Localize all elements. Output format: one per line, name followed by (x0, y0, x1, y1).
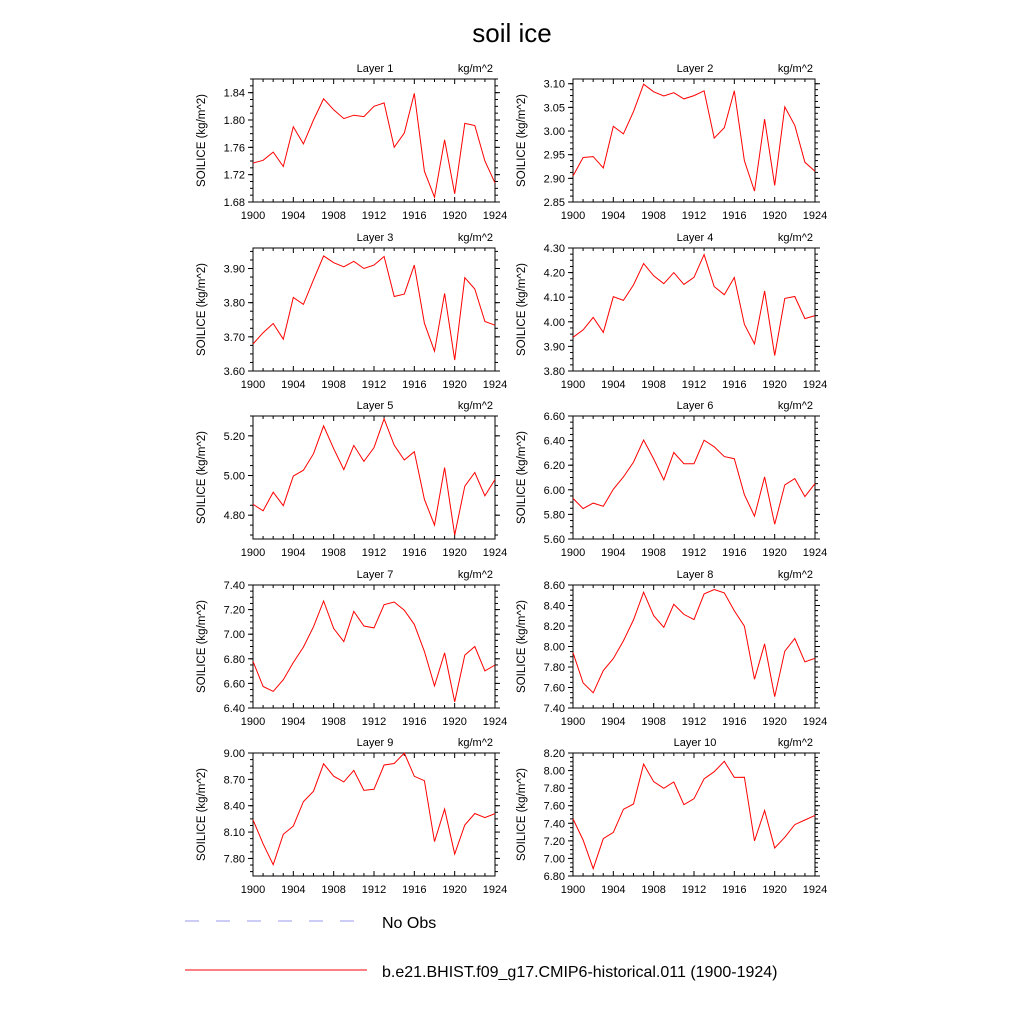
y-tick-label: 2.90 (543, 173, 565, 186)
panel-layer-3 (196, 232, 507, 391)
x-tick-label: 1924 (482, 210, 508, 222)
y-tick-label: 3.90 (223, 263, 245, 276)
y-tick-label: 3.05 (543, 102, 565, 115)
x-tick-label: 1912 (681, 379, 707, 391)
y-tick-label: 3.60 (223, 366, 245, 378)
y-tick-label: 3.80 (223, 297, 245, 310)
x-tick-label: 1920 (762, 547, 787, 559)
y-axis-label: SOILICE (kg/m^2) (196, 94, 208, 187)
y-axis-label: SOILICE (kg/m^2) (516, 263, 528, 356)
plot-frame (253, 585, 495, 708)
y-tick-label: 8.00 (543, 641, 565, 654)
series-line (573, 590, 815, 697)
y-tick-label: 5.80 (543, 509, 565, 522)
y-tick-label: 7.40 (543, 703, 565, 715)
y-tick-label: 8.40 (223, 800, 245, 813)
x-tick-label: 1920 (442, 716, 467, 728)
legend (185, 915, 777, 981)
y-tick-label: 7.00 (223, 629, 245, 642)
x-tick-label: 1924 (802, 547, 828, 559)
x-tick-label: 1920 (762, 716, 787, 728)
panel-grid (196, 63, 827, 896)
panel-layer-9 (196, 737, 507, 896)
series-line (573, 255, 815, 356)
panel-layer-8 (516, 569, 827, 728)
x-tick-label: 1916 (722, 210, 747, 222)
x-tick-label: 1904 (281, 547, 306, 559)
x-tick-label: 1900 (240, 379, 266, 391)
plot-frame (253, 416, 495, 539)
panel-units: kg/m^2 (777, 63, 813, 75)
x-tick-label: 1916 (722, 884, 747, 896)
series-line (573, 84, 815, 191)
panel-title: Layer 10 (673, 737, 717, 749)
x-tick-label: 1916 (402, 379, 427, 391)
x-tick-label: 1920 (442, 210, 467, 222)
series-line (573, 761, 815, 868)
x-tick-label: 1916 (722, 716, 747, 728)
x-tick-label: 1900 (560, 547, 586, 559)
plot-frame (253, 79, 495, 202)
x-tick-label: 1924 (482, 716, 508, 728)
x-tick-label: 1908 (641, 547, 666, 559)
y-tick-label: 3.80 (543, 366, 565, 378)
y-tick-label: 1.80 (223, 115, 245, 127)
panel-units: kg/m^2 (457, 737, 493, 749)
y-tick-label: 8.20 (543, 621, 565, 633)
x-tick-label: 1920 (762, 884, 787, 896)
y-axis-label: SOILICE (kg/m^2) (196, 263, 208, 356)
x-tick-label: 1920 (442, 884, 467, 896)
y-tick-label: 7.20 (223, 604, 245, 617)
x-tick-label: 1904 (601, 884, 626, 896)
x-tick-label: 1904 (281, 379, 306, 391)
x-tick-label: 1908 (321, 547, 346, 559)
x-tick-label: 1908 (641, 716, 666, 728)
y-tick-label: 8.60 (543, 580, 565, 592)
y-tick-label: 8.70 (223, 774, 245, 787)
y-tick-label: 7.40 (543, 818, 565, 831)
x-tick-label: 1916 (402, 884, 427, 896)
x-tick-label: 1924 (802, 210, 828, 222)
panel-layer-5 (196, 400, 507, 559)
y-tick-label: 3.70 (223, 331, 245, 344)
x-tick-label: 1904 (601, 716, 626, 728)
y-tick-label: 6.80 (223, 653, 245, 666)
x-tick-label: 1900 (240, 210, 266, 222)
y-tick-label: 7.60 (543, 682, 565, 695)
x-tick-label: 1904 (601, 547, 626, 559)
panel-title: Layer 3 (356, 232, 394, 244)
y-tick-label: 2.95 (543, 149, 565, 162)
y-tick-label: 8.10 (223, 827, 245, 840)
panel-layer-4 (516, 232, 827, 391)
y-tick-label: 7.80 (543, 783, 565, 796)
x-tick-label: 1900 (240, 547, 266, 559)
panel-units: kg/m^2 (777, 737, 813, 749)
x-tick-label: 1900 (560, 884, 586, 896)
panel-title: Layer 7 (356, 569, 394, 581)
plot-frame (573, 753, 815, 876)
x-tick-label: 1920 (762, 210, 787, 222)
y-tick-label: 6.20 (543, 460, 565, 473)
y-axis-label: SOILICE (kg/m^2) (196, 431, 208, 524)
y-tick-label: 4.10 (543, 292, 565, 305)
panel-units: kg/m^2 (457, 400, 493, 412)
x-tick-label: 1912 (681, 547, 707, 559)
x-tick-label: 1924 (482, 547, 508, 559)
x-tick-label: 1912 (361, 210, 387, 222)
x-tick-label: 1924 (482, 884, 508, 896)
y-axis-label: SOILICE (kg/m^2) (516, 431, 528, 524)
x-tick-label: 1916 (402, 547, 427, 559)
plot-frame (253, 248, 495, 371)
y-tick-label: 1.68 (223, 197, 245, 209)
x-tick-label: 1920 (442, 547, 467, 559)
figure-title: soil ice (472, 18, 552, 48)
y-tick-label: 6.40 (223, 703, 245, 715)
x-tick-label: 1904 (281, 716, 306, 728)
x-tick-label: 1912 (681, 210, 707, 222)
x-tick-label: 1916 (402, 716, 427, 728)
y-tick-label: 5.00 (223, 470, 245, 483)
series-line (573, 440, 815, 524)
series-line (253, 753, 495, 865)
y-tick-label: 4.00 (543, 316, 565, 329)
x-tick-label: 1916 (722, 547, 747, 559)
series-line (253, 256, 495, 360)
panel-units: kg/m^2 (457, 232, 493, 244)
y-axis-label: SOILICE (kg/m^2) (516, 94, 528, 187)
y-tick-label: 9.00 (223, 748, 245, 760)
x-tick-label: 1904 (601, 210, 626, 222)
y-tick-label: 7.60 (543, 800, 565, 813)
panel-title: Layer 2 (676, 63, 714, 75)
panel-title: Layer 9 (356, 737, 394, 749)
panel-units: kg/m^2 (457, 63, 493, 75)
y-tick-label: 7.40 (223, 580, 245, 592)
x-tick-label: 1920 (762, 379, 787, 391)
x-tick-label: 1900 (240, 884, 266, 896)
x-tick-label: 1916 (402, 210, 427, 222)
y-axis-label: SOILICE (kg/m^2) (516, 600, 528, 693)
panel-title: Layer 6 (676, 400, 714, 412)
y-tick-label: 6.60 (223, 678, 245, 691)
y-tick-label: 7.80 (543, 662, 565, 674)
y-tick-label: 7.00 (543, 853, 565, 866)
x-tick-label: 1904 (281, 210, 306, 222)
x-tick-label: 1904 (281, 884, 306, 896)
y-tick-label: 3.10 (543, 78, 565, 91)
panel-title: Layer 5 (356, 400, 394, 412)
panel-title: Layer 1 (356, 63, 394, 75)
x-tick-label: 1912 (361, 884, 387, 896)
series-line (253, 93, 495, 197)
y-tick-label: 3.90 (543, 341, 565, 354)
series-line (253, 601, 495, 702)
x-tick-label: 1904 (601, 379, 626, 391)
y-tick-label: 1.84 (223, 87, 245, 100)
y-tick-label: 7.20 (543, 835, 565, 848)
plot-frame (253, 753, 495, 876)
y-axis-label: SOILICE (kg/m^2) (196, 768, 208, 861)
plot-frame (573, 79, 815, 202)
y-tick-label: 8.40 (543, 600, 565, 613)
plot-frame (573, 585, 815, 708)
x-tick-label: 1908 (641, 379, 666, 391)
panel-layer-7 (196, 569, 507, 728)
y-tick-label: 8.20 (543, 748, 565, 760)
y-tick-label: 7.80 (223, 853, 245, 866)
panel-layer-6 (516, 400, 827, 559)
x-tick-label: 1908 (321, 210, 346, 222)
panel-title: Layer 4 (676, 232, 714, 244)
series-line (253, 419, 495, 535)
y-tick-label: 4.80 (223, 510, 245, 523)
y-tick-label: 5.60 (543, 534, 565, 546)
panel-layer-2 (516, 63, 827, 222)
y-axis-label: SOILICE (kg/m^2) (516, 768, 528, 861)
x-tick-label: 1900 (560, 716, 586, 728)
y-tick-label: 3.00 (543, 126, 565, 139)
y-tick-label: 6.00 (543, 484, 565, 497)
x-tick-label: 1916 (722, 379, 747, 391)
x-tick-label: 1912 (681, 716, 707, 728)
x-tick-label: 1924 (482, 379, 508, 391)
x-tick-label: 1908 (321, 884, 346, 896)
x-tick-label: 1912 (361, 547, 387, 559)
y-tick-label: 4.30 (543, 243, 565, 255)
x-tick-label: 1900 (240, 716, 266, 728)
panel-units: kg/m^2 (777, 400, 813, 412)
y-tick-label: 5.20 (223, 430, 245, 443)
x-tick-label: 1924 (802, 884, 828, 896)
y-tick-label: 6.80 (543, 871, 565, 883)
x-tick-label: 1924 (802, 379, 828, 391)
panel-units: kg/m^2 (777, 569, 813, 581)
x-tick-label: 1908 (641, 884, 666, 896)
x-tick-label: 1900 (560, 379, 586, 391)
x-tick-label: 1912 (361, 379, 387, 391)
x-tick-label: 1900 (560, 210, 586, 222)
y-axis-label: SOILICE (kg/m^2) (196, 600, 208, 693)
x-tick-label: 1912 (361, 716, 387, 728)
x-tick-label: 1912 (681, 884, 707, 896)
x-tick-label: 1920 (442, 379, 467, 391)
x-tick-label: 1908 (321, 716, 346, 728)
y-tick-label: 2.85 (543, 197, 565, 209)
y-tick-label: 6.40 (543, 435, 565, 448)
panel-title: Layer 8 (676, 569, 714, 581)
panel-layer-1 (196, 63, 507, 222)
x-tick-label: 1908 (641, 210, 666, 222)
panel-units: kg/m^2 (457, 569, 493, 581)
y-tick-label: 1.72 (223, 169, 245, 182)
y-tick-label: 4.20 (543, 267, 565, 280)
legend-no-obs-label: No Obs (382, 915, 437, 932)
legend-model-label: b.e21.BHIST.f09_g17.CMIP6-historical.011 (1900-1924) (382, 964, 778, 981)
x-tick-label: 1924 (802, 716, 828, 728)
panel-units: kg/m^2 (777, 232, 813, 244)
y-tick-label: 6.60 (543, 411, 565, 423)
plot-frame (573, 416, 815, 539)
panel-layer-10 (516, 737, 827, 896)
x-tick-label: 1908 (321, 379, 346, 391)
y-tick-label: 1.76 (223, 142, 245, 155)
y-tick-label: 8.00 (543, 765, 565, 778)
